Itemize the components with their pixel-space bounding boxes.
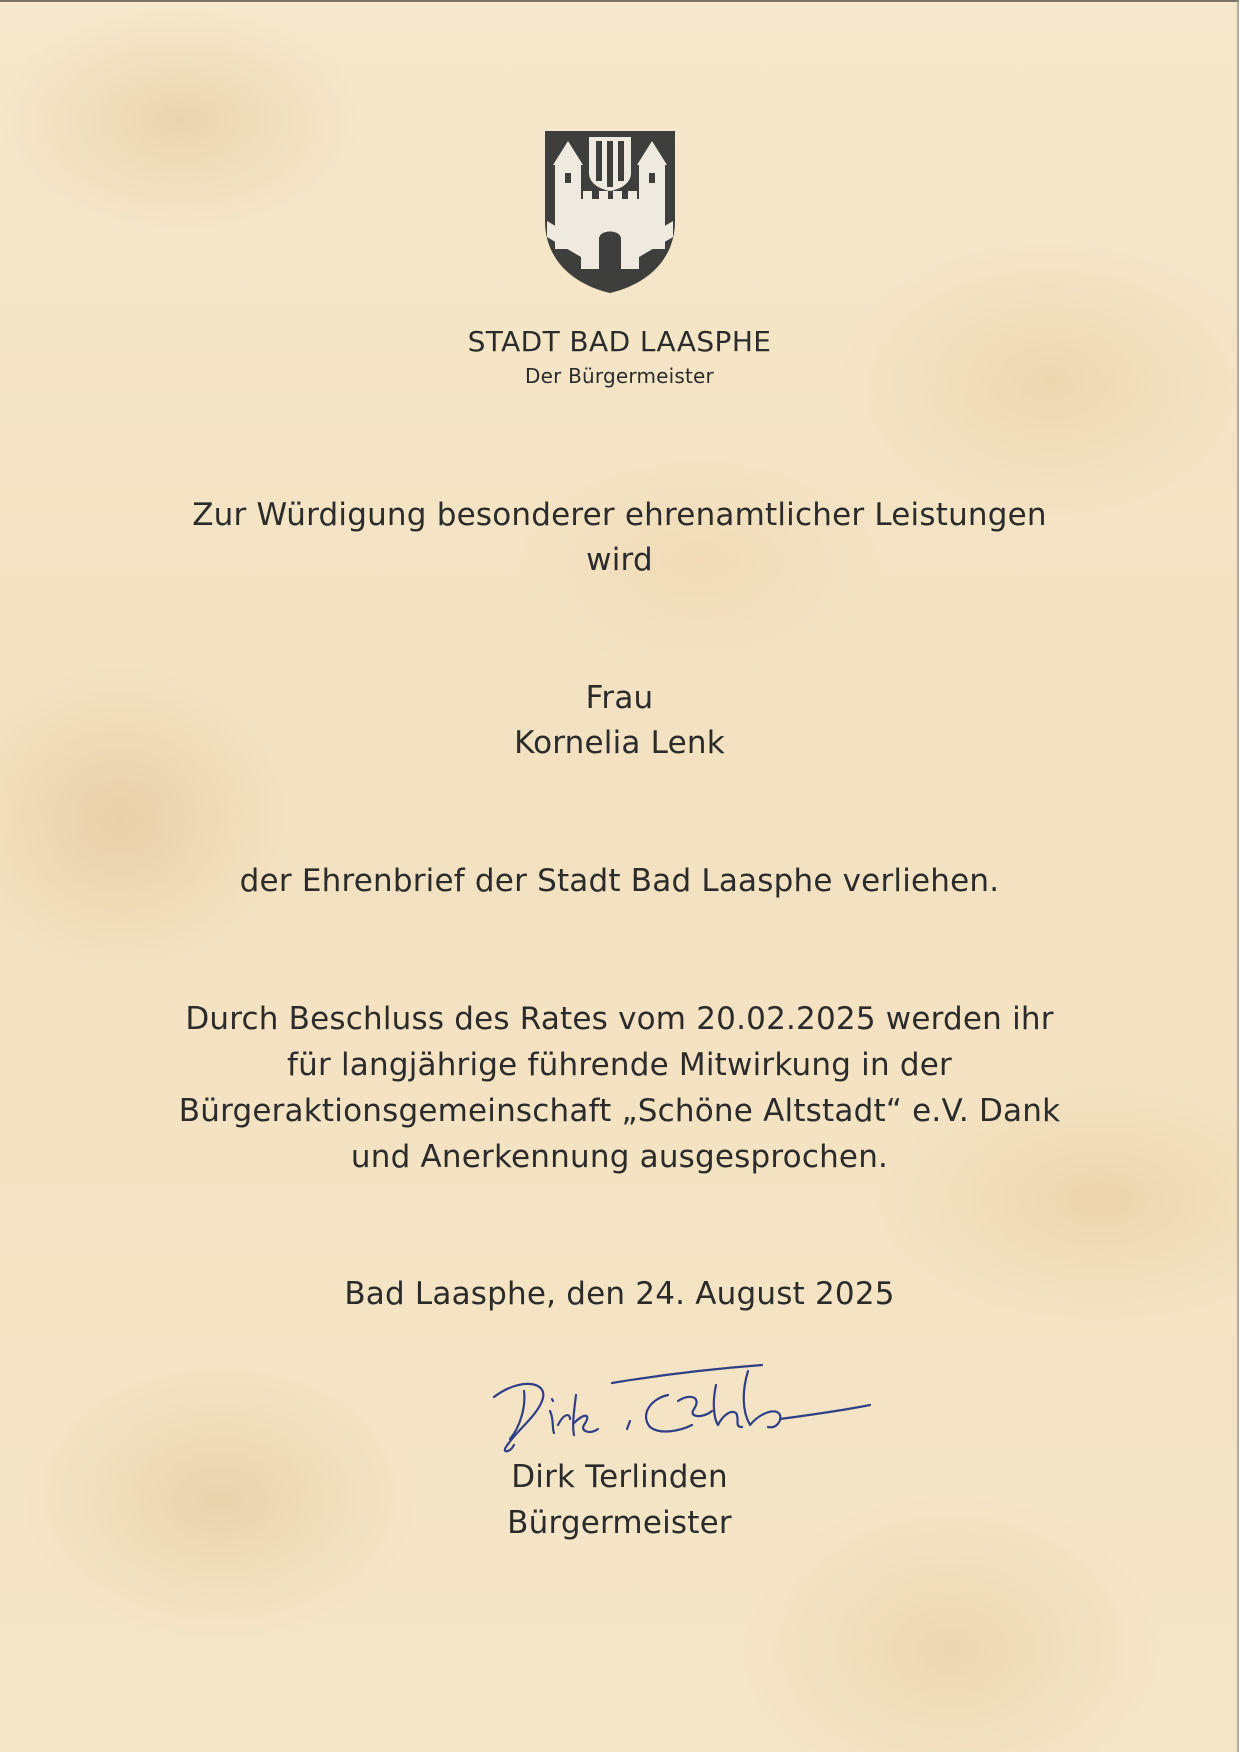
letterhead-office: Der Bürgermeister (525, 364, 714, 388)
resolution-line: für langjährige führende Mitwirkung in der (287, 1047, 952, 1083)
letterhead-city: STADT BAD LAASPHE (467, 325, 772, 358)
coat-of-arms-icon (543, 129, 677, 295)
page-edge-top (0, 0, 1239, 2)
recipient-salutation: Frau (585, 680, 654, 716)
place-and-date: Bad Laasphe, den 24. August 2025 (344, 1276, 895, 1312)
signer-name: Dirk Terlinden (511, 1459, 728, 1495)
intro-line: wird (586, 542, 653, 578)
handwritten-signature (480, 1355, 875, 1455)
award-statement: der Ehrenbrief der Stadt Bad Laasphe verliehen. (239, 863, 1000, 899)
resolution-line: Bürgeraktionsgemeinschaft „Schöne Altstadt“ e.V. Dank (178, 1093, 1061, 1129)
signer-title: Bürgermeister (507, 1505, 732, 1541)
resolution-line: Durch Beschluss des Rates vom 20.02.2025 werden ihr (185, 1001, 1054, 1037)
recipient-name: Kornelia Lenk (514, 725, 725, 761)
intro-line: Zur Würdigung besonderer ehrenamtlicher Leistungen (192, 497, 1047, 533)
resolution-line: und Anerkennung ausgesprochen. (350, 1139, 889, 1175)
